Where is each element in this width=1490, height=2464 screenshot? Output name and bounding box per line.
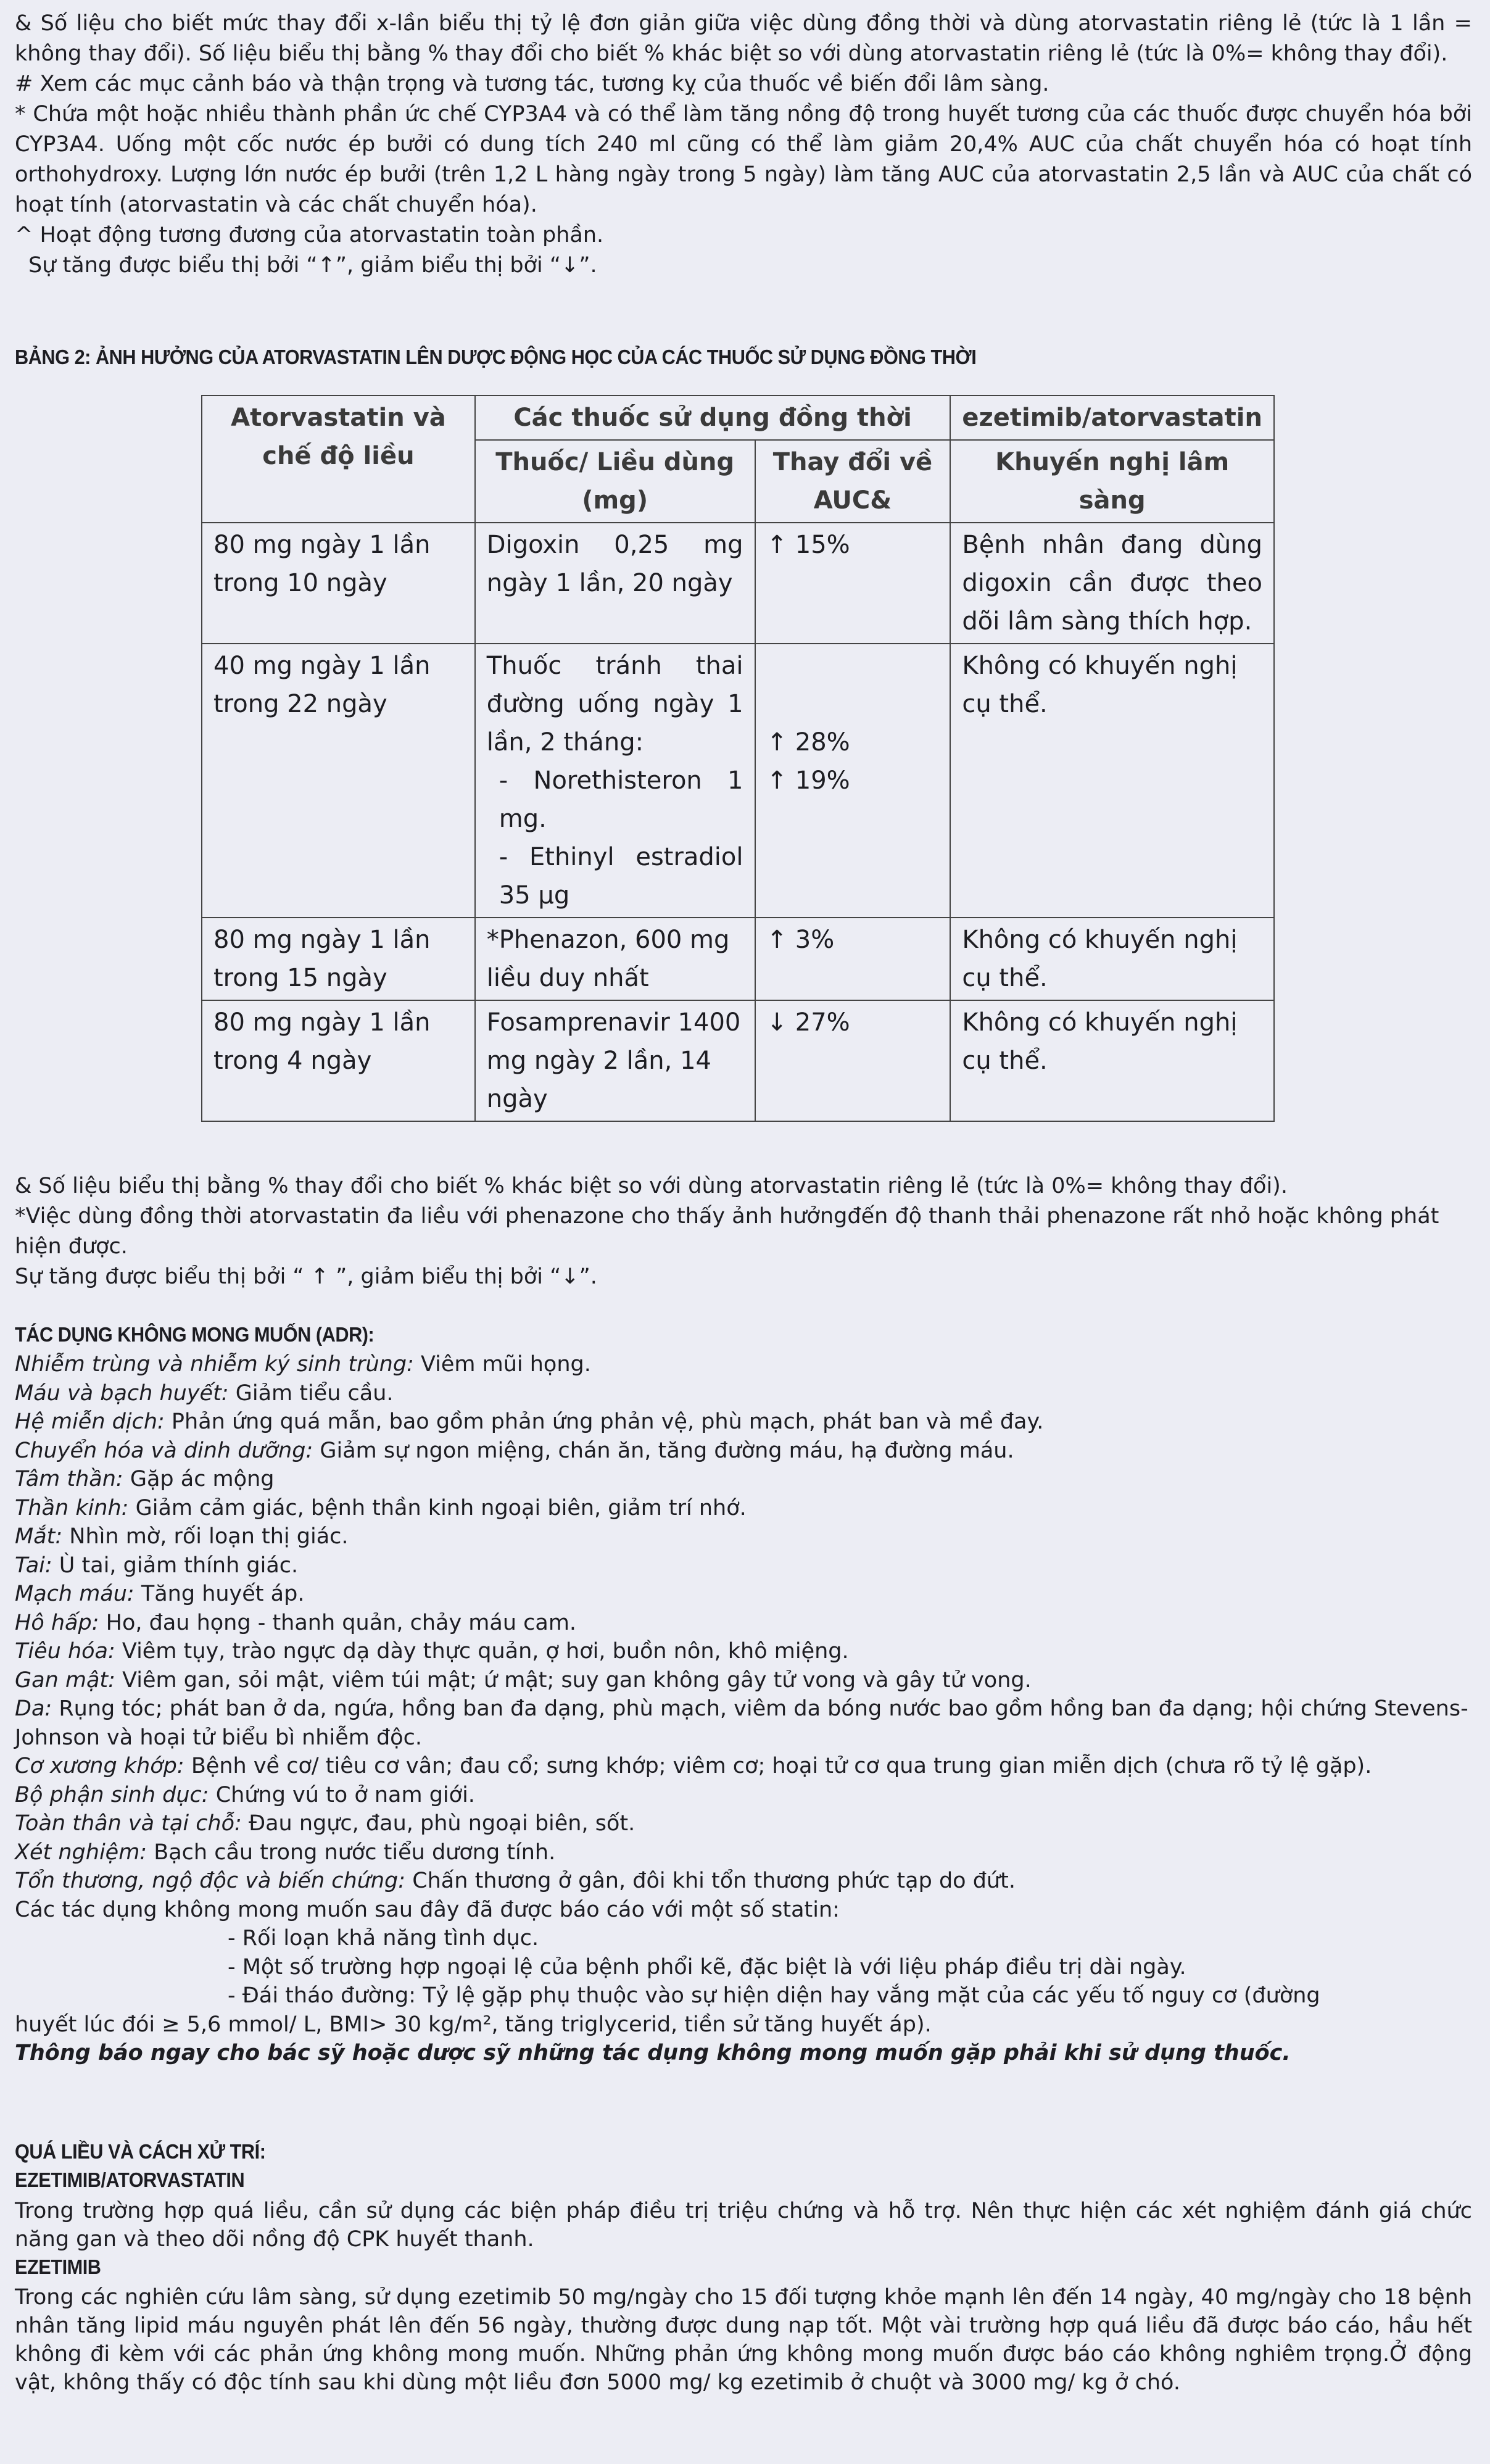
footnote-caret: ^ Hoạt động tương đương của atorvastatin toàn phần. xyxy=(15,223,604,247)
adr-text: Tăng huyết áp. xyxy=(134,1582,305,1606)
cell-auc xyxy=(755,644,951,918)
footnote-ampersand: & Số liệu biểu thị bằng % thay đổi cho biết % khác biệt so với dùng atorvastatin riêng lẻ (tức là 0%= không thay đổi). xyxy=(15,1174,1288,1198)
auc-value: ↑ 28% xyxy=(766,728,850,757)
adr-label: Toàn thân và tại chỗ: xyxy=(15,1811,242,1836)
adr-statin-item: - Một số trường hợp ngoại lệ của bệnh phổi kẽ, đặc biệt là với liệu pháp điều trị dài ngày. xyxy=(228,1954,1186,1980)
adr-label: Máu và bạch huyết: xyxy=(15,1380,229,1406)
drug-intro: Thuốc tránh thai đường uống ngày 1 lần, 2 tháng: xyxy=(486,652,743,757)
footnote-star: *Việc dùng đồng thời atorvastatin đa liều với phenazone cho thấy ảnh hưởngđến độ thanh thải phenazone rất nhỏ hoặc không phát hiện được. xyxy=(15,1204,1439,1259)
adr-text: Bạch cầu trong nước tiểu dương tính. xyxy=(147,1840,556,1865)
adr-text: Giảm tiểu cầu. xyxy=(228,1380,394,1406)
footnote-ampersand: & Số liệu cho biết mức thay đổi x-lần biểu thị tỷ lệ đơn giản giữa việc dùng đồng thời và dùng atorvastatin riêng lẻ (tức là 1 lần = không thay đổi). Số liệu biểu thị bằng % thay đổi cho biết % khác biệt so với dùng atorvastatin riêng lẻ (tức là 0%= không thay đổi). xyxy=(15,11,1472,66)
cell-auc: ↓ 27% xyxy=(755,1000,951,1121)
adr-item xyxy=(15,1867,1472,1896)
adr-item xyxy=(15,1494,1472,1523)
header-recommendation: Khuyến nghị lâm sàng xyxy=(950,440,1274,523)
footnote-arrows: Sự tăng được biểu thị bởi “ ↑ ”, giảm biểu thị bởi “↓”. xyxy=(15,1264,597,1289)
drug-component: - Ethinyl estradiol 35 µg xyxy=(499,843,743,910)
adr-label: Nhiễm trùng và nhiễm ký sinh trùng: xyxy=(15,1352,414,1377)
adr-item xyxy=(15,1781,1472,1810)
cell-recommendation: Bệnh nhân đang dùng digoxin cần được theo dõi lâm sàng thích hợp. xyxy=(950,523,1274,644)
adr-text: Chấn thương ở gân, đôi khi tổn thương phức tạp do đứt. xyxy=(405,1869,1016,1893)
table1-footnotes xyxy=(15,9,1472,281)
cell-recommendation: Không có khuyến nghị cụ thể. xyxy=(950,1000,1274,1121)
adr-text: Đau ngực, đau, phù ngoại biên, sốt. xyxy=(241,1811,635,1836)
cell-drug xyxy=(475,644,755,918)
adr-statin-item: - Rối loạn khả năng tình dục. xyxy=(228,1926,539,1951)
adr-item xyxy=(15,1350,1472,1379)
drug-component: - Norethisteron 1 mg. xyxy=(499,766,743,833)
adr-item xyxy=(15,1609,1472,1638)
cell-dose: 80 mg ngày 1 lần trong 15 ngày xyxy=(202,918,475,1000)
adr-text: Ho, đau họng - thanh quản, chảy máu cam. xyxy=(99,1610,577,1635)
adr-item xyxy=(15,1437,1472,1466)
adr-label: Mắt: xyxy=(15,1524,63,1549)
cell-auc: ↑ 3% xyxy=(755,918,951,1000)
adr-text: Giảm sự ngon miệng, chán ăn, tăng đường máu, hạ đường máu. xyxy=(313,1438,1014,1463)
adr-item xyxy=(15,1637,1472,1666)
adr-label: Tổn thương, ngộ độc và biến chứng: xyxy=(15,1869,406,1893)
table-row xyxy=(202,644,1274,918)
adr-text: Phản ứng quá mẫn, bao gồm phản ứng phản vệ, phù mạch, phát ban và mề đay. xyxy=(164,1409,1044,1434)
header-ezetimib: ezetimib/atorvastatin xyxy=(950,396,1274,440)
adr-text: Rụng tóc; phát ban ở da, ngứa, hồng ban đa dạng, phù mạch, viêm da bóng nước bao gồm hồng ban đa dạng; hội chứng Stevens-Johnson và hoại tử biểu bì nhiễm độc. xyxy=(15,1696,1468,1750)
adr-label: Mạch máu: xyxy=(15,1582,135,1606)
table-row xyxy=(202,1000,1274,1121)
footnote-star: * Chứa một hoặc nhiều thành phần ức chế CYP3A4 và có thể làm tăng nồng độ trong huyết tương của các thuốc được chuyển hóa bởi CYP3A4. Uống một cốc nước ép bưởi có dung tích 240 ml cũng có thể làm giảm 20,4% AUC của chất chuyển hóa có hoạt tính orthohydroxy. Lượng lớn nước ép bưởi (trên 1,2 L hàng ngày trong 5 ngày) làm tăng AUC của atorvastatin 2,5 lần và AUC của chất có hoạt tính (atorvastatin và các chất chuyển hóa). xyxy=(15,102,1472,217)
table-header-row xyxy=(202,396,1274,440)
adr-text: Chứng vú to ở nam giới. xyxy=(209,1782,475,1807)
adr-label: Cơ xương khớp: xyxy=(15,1754,184,1778)
adr-label: Da: xyxy=(15,1696,52,1721)
adr-label: Chuyển hóa và dinh dưỡng: xyxy=(15,1438,313,1463)
adr-label: Tai: xyxy=(15,1553,52,1578)
adr-text: Giảm cảm giác, bệnh thần kinh ngoại biên, giảm trí nhớ. xyxy=(128,1495,747,1520)
adr-text: Ù tai, giảm thính giác. xyxy=(52,1553,299,1578)
cell-drug: *Phenazon, 600 mg liều duy nhất xyxy=(475,918,755,1000)
adr-text: Gặp ác mộng xyxy=(123,1467,275,1491)
adr-text: Viêm gan, sỏi mật, viêm túi mật; ứ mật; suy gan không gây tử vong và gây tử vong. xyxy=(115,1667,1032,1693)
cell-recommendation: Không có khuyến nghị cụ thể. xyxy=(950,644,1274,918)
table2 xyxy=(201,395,1275,1122)
adr-statin-item: - Đái tháo đường: Tỷ lệ gặp phụ thuộc vào sự hiện diện hay vắng mặt của các yếu tố nguy cơ (đường xyxy=(228,1983,1320,2008)
adr-item xyxy=(15,1580,1472,1609)
adr-item xyxy=(15,1752,1472,1781)
table2-title: BẢNG 2: ẢNH HƯỞNG CỦA ATORVASTATIN LÊN DƯỢC ĐỘNG HỌC CỦA CÁC THUỐC SỬ DỤNG ĐỒNG THỜI xyxy=(15,346,977,368)
header-group: Các thuốc sử dụng đồng thời xyxy=(475,396,951,440)
adr-item xyxy=(15,1379,1472,1408)
adr-item xyxy=(15,1465,1472,1494)
cell-recommendation: Không có khuyến nghị cụ thể. xyxy=(950,918,1274,1000)
table-row xyxy=(202,523,1274,644)
cell-auc: ↑ 15% xyxy=(755,523,951,644)
footnote-arrows: Sự tăng được biểu thị bởi “↑”, giảm biểu thị bởi “↓”. xyxy=(28,253,597,278)
overdose-title: QUÁ LIỀU VÀ CÁCH XỬ TRÍ: xyxy=(15,2140,266,2163)
adr-statin-item-cont: huyết lúc đói ≥ 5,6 mmol/ L, BMI> 30 kg/m², tăng triglycerid, tiền sử tăng huyết áp). xyxy=(15,2012,932,2037)
adr-item xyxy=(15,1666,1472,1695)
adr-item xyxy=(15,1838,1472,1867)
adr-text: Viêm tụy, trào ngực dạ dày thực quản, ợ hơi, buồn nôn, khô miệng. xyxy=(115,1639,849,1664)
overdose-paragraph: Trong trường hợp quá liều, cần sử dụng các biện pháp điều trị triệu chứng và hỗ trợ. Nên thực hiện các xét nghiệm đánh giá chức năng gan và theo dõi nồng độ CPK huyết thanh. xyxy=(15,2199,1472,2252)
overdose-text-combo xyxy=(15,2197,1472,2254)
cell-dose: 80 mg ngày 1 lần trong 4 ngày xyxy=(202,1000,475,1121)
adr-title: TÁC DỤNG KHÔNG MONG MUỐN (ADR): xyxy=(15,1323,375,1346)
adr-text: Viêm mũi họng. xyxy=(413,1352,591,1377)
header-dose: Atorvastatin và chế độ liều xyxy=(202,396,475,523)
adr-item xyxy=(15,1551,1472,1580)
header-drug: Thuốc/ Liều dùng (mg) xyxy=(475,440,755,523)
table2-footnotes xyxy=(15,1171,1472,1292)
footnote-hash: # Xem các mục cảnh báo và thận trọng và tương tác, tương kỵ của thuốc về biến đổi lâm sàng. xyxy=(15,72,1049,96)
adr-label: Hệ miễn dịch: xyxy=(15,1409,165,1434)
adr-label: Gan mật: xyxy=(15,1667,115,1693)
adr-item xyxy=(15,1408,1472,1437)
cell-drug: Fosamprenavir 1400 mg ngày 2 lần, 14 ngày xyxy=(475,1000,755,1121)
cell-drug: Digoxin 0,25 mg ngày 1 lần, 20 ngày xyxy=(475,523,755,644)
overdose-text-ezetimib xyxy=(15,2283,1472,2397)
adr-statin-intro: Các tác dụng không mong muốn sau đây đã được báo cáo với một số statin: xyxy=(15,1897,840,1922)
overdose-subtitle-ezetimib: EZETIMIB xyxy=(15,2255,101,2278)
overdose-subtitle-combo: EZETIMIB/ATORVASTATIN xyxy=(15,2168,245,2191)
adr-label: Tiêu hóa: xyxy=(15,1639,115,1664)
drug-components xyxy=(487,761,743,915)
adr-label: Tâm thần: xyxy=(15,1467,123,1491)
adr-item xyxy=(15,1695,1472,1752)
adr-section xyxy=(15,1350,1472,2068)
cell-dose: 40 mg ngày 1 lần trong 22 ngày xyxy=(202,644,475,918)
auc-value: ↑ 19% xyxy=(766,766,850,795)
cell-dose: 80 mg ngày 1 lần trong 10 ngày xyxy=(202,523,475,644)
table-row xyxy=(202,918,1274,1000)
overdose-paragraph: Trong các nghiên cứu lâm sàng, sử dụng ezetimib 50 mg/ngày cho 15 đối tượng khỏe mạnh lên đến 14 ngày, 40 mg/ngày cho 18 bệnh nhân tăng lipid máu nguyên phát lên đến 56 ngày, thường được dung nạp tốt. Một vài trường hợp quá liều đã được báo cáo, hầu hết không đi kèm với các phản ứng không mong muốn. Những phản ứng không mong muốn được báo cáo không nghiêm trọng.Ở động vật, không thấy có độc tính sau khi dùng một liều đơn 5000 mg/ kg ezetimib ở chuột và 3000 mg/ kg ở chó. xyxy=(15,2285,1472,2395)
adr-text: Nhìn mờ, rối loạn thị giác. xyxy=(62,1524,349,1549)
adr-item xyxy=(15,1809,1472,1838)
adr-warning: Thông báo ngay cho bác sỹ hoặc dược sỹ những tác dụng không mong muốn gặp phải khi sử dụng thuốc. xyxy=(15,2041,1291,2065)
adr-label: Thần kinh: xyxy=(15,1495,129,1520)
adr-label: Hô hấp: xyxy=(15,1610,99,1635)
adr-text: Bệnh về cơ/ tiêu cơ vân; đau cổ; sưng khớp; viêm cơ; hoại tử cơ qua trung gian miễn dịch (chưa rõ tỷ lệ gặp). xyxy=(184,1754,1372,1778)
adr-item xyxy=(15,1522,1472,1551)
adr-label: Bộ phận sinh dục: xyxy=(15,1782,209,1807)
adr-label: Xét nghiệm: xyxy=(15,1840,147,1865)
header-auc: Thay đổi về AUC& xyxy=(755,440,951,523)
